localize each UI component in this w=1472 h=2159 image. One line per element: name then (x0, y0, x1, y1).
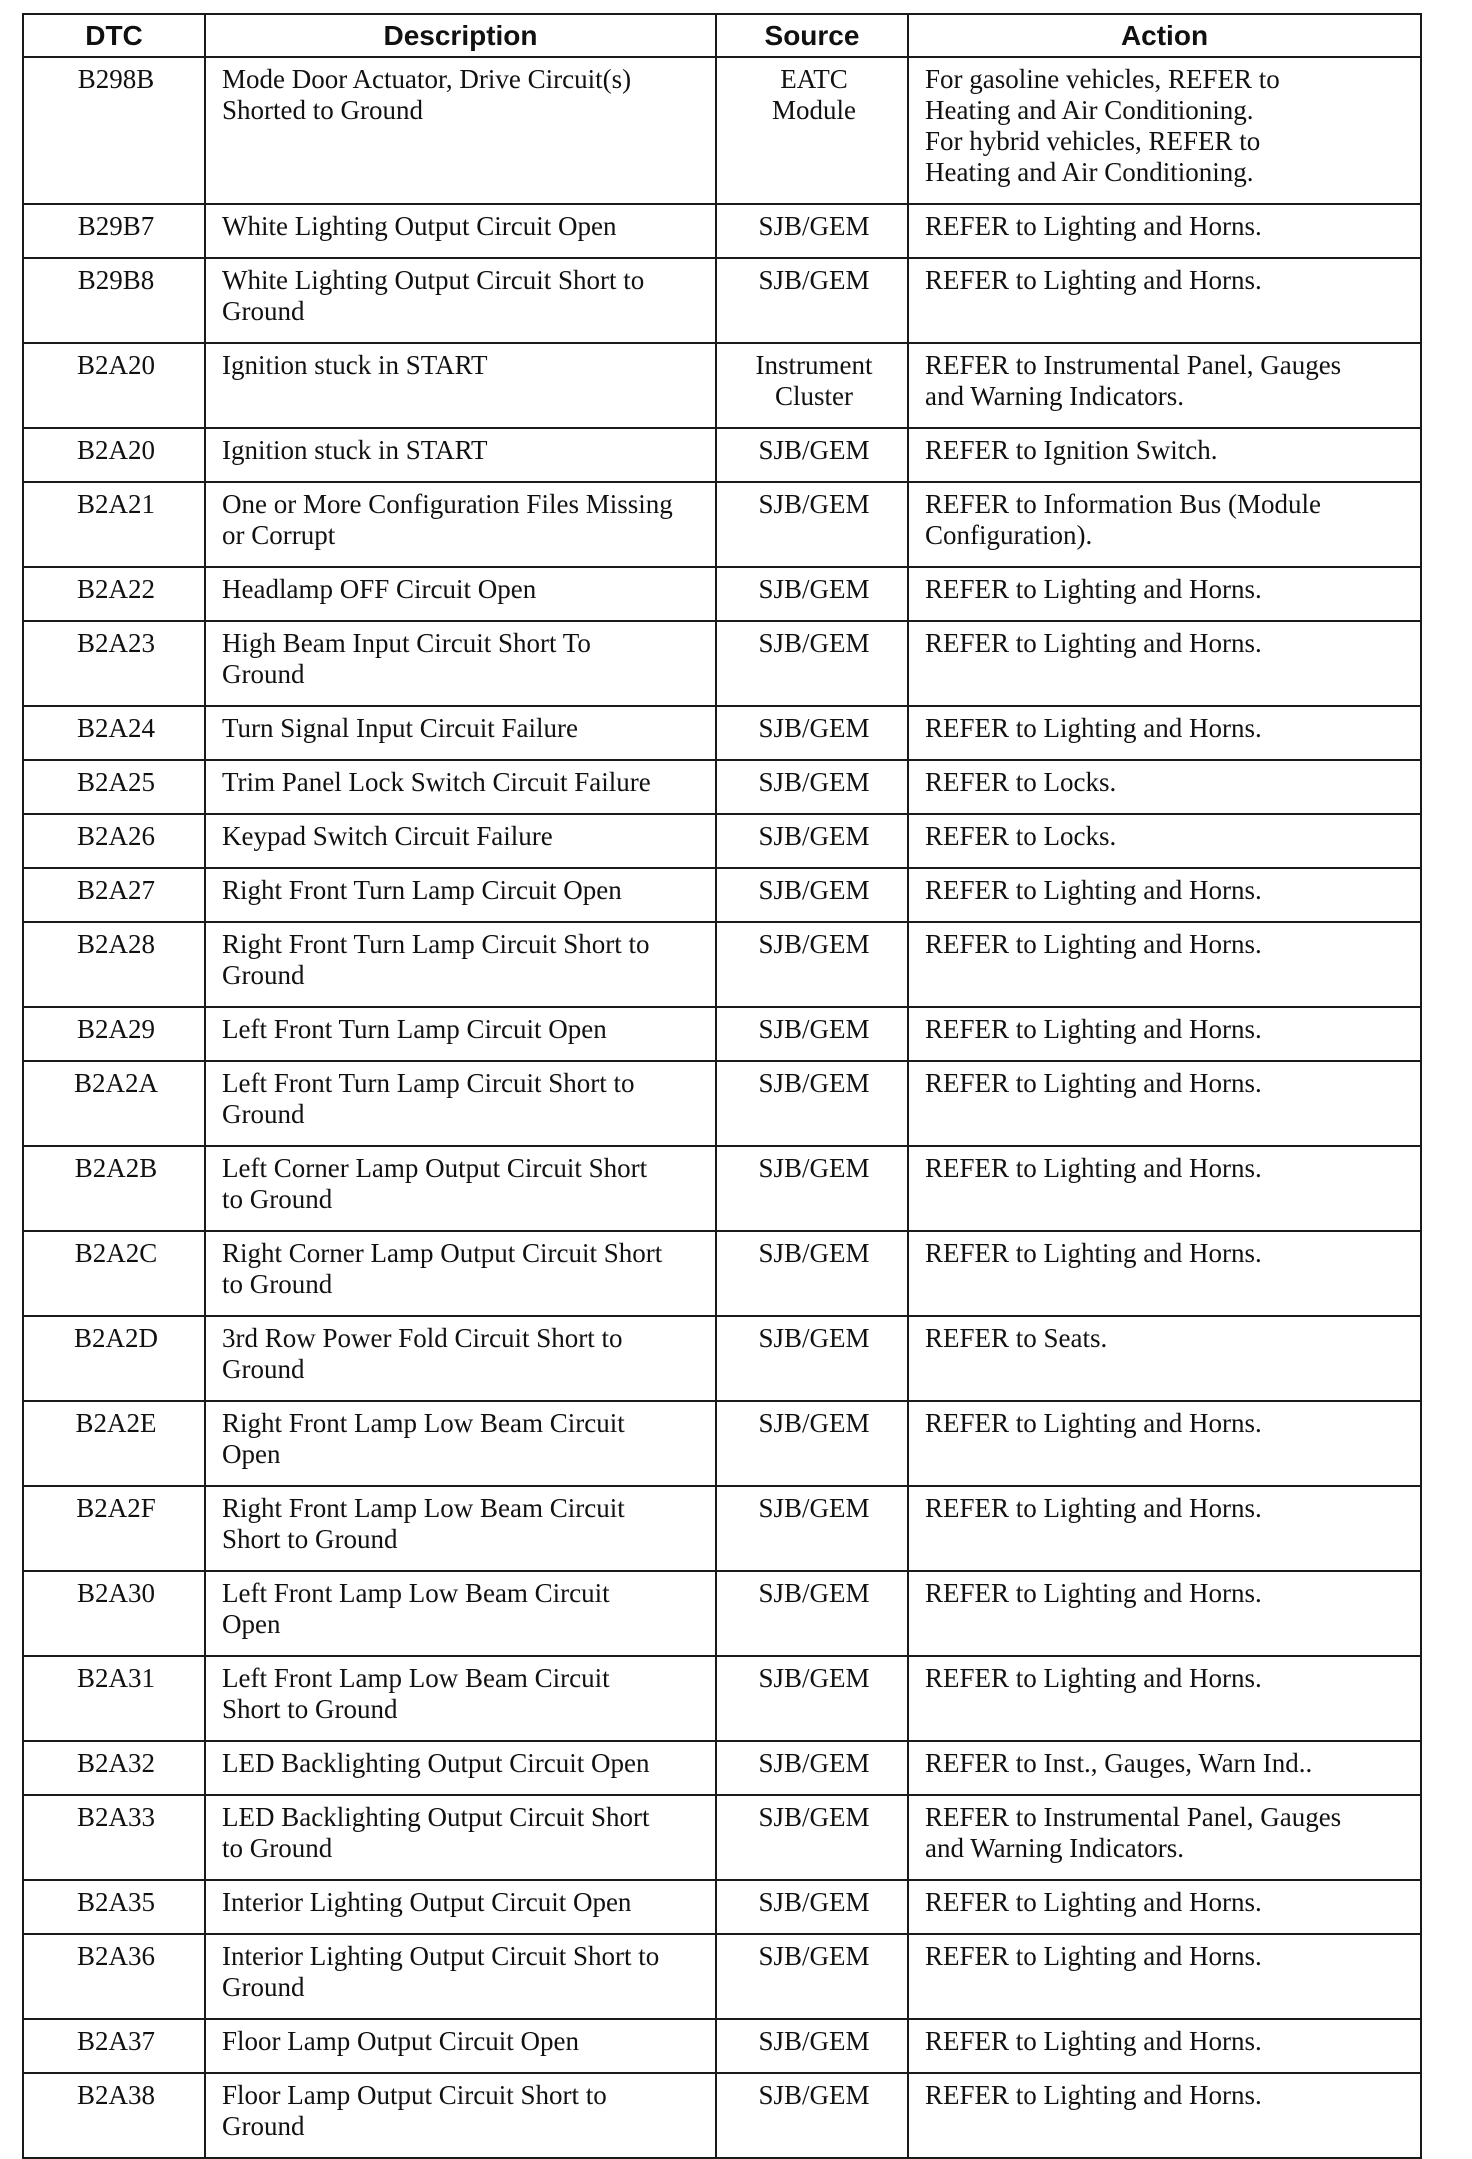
table-row (23, 1231, 1421, 1316)
cell-description: Floor Lamp Output Circuit Open (205, 2019, 716, 2073)
cell-dtc: B29B8 (23, 258, 205, 343)
cell-description: High Beam Input Circuit Short To Ground (205, 621, 716, 706)
cell-dtc: B2A37 (23, 2019, 205, 2073)
cell-description: Turn Signal Input Circuit Failure (205, 706, 716, 760)
cell-dtc: B2A32 (23, 1741, 205, 1795)
cell-dtc: B2A30 (23, 1571, 205, 1656)
cell-source: SJB/GEM (716, 482, 908, 567)
cell-description: One or More Configuration Files Missing or Corrupt (205, 482, 716, 567)
table-row (23, 204, 1421, 258)
cell-description: LED Backlighting Output Circuit Open (205, 1741, 716, 1795)
cell-source: SJB/GEM (716, 1571, 908, 1656)
table-row (23, 1795, 1421, 1880)
table-row (23, 1486, 1421, 1571)
dtc-table (22, 13, 1422, 2159)
table-row (23, 868, 1421, 922)
cell-action: REFER to Lighting and Horns. (908, 706, 1421, 760)
cell-action: REFER to Inst., Gauges, Warn Ind.. (908, 1741, 1421, 1795)
cell-action: REFER to Lighting and Horns. (908, 922, 1421, 1007)
cell-source: SJB/GEM (716, 204, 908, 258)
cell-source: SJB/GEM (716, 567, 908, 621)
cell-description: Ignition stuck in START (205, 343, 716, 428)
cell-description: White Lighting Output Circuit Open (205, 204, 716, 258)
cell-source: SJB/GEM (716, 1146, 908, 1231)
cell-dtc: B2A23 (23, 621, 205, 706)
table-row (23, 1656, 1421, 1741)
cell-source: EATC Module (716, 57, 908, 204)
cell-action: REFER to Lighting and Horns. (908, 1656, 1421, 1741)
table-row (23, 1880, 1421, 1934)
cell-dtc: B2A33 (23, 1795, 205, 1880)
table-row (23, 760, 1421, 814)
cell-description: Interior Lighting Output Circuit Short to Ground (205, 1934, 716, 2019)
table-row (23, 482, 1421, 567)
table-row (23, 922, 1421, 1007)
cell-source: SJB/GEM (716, 1880, 908, 1934)
cell-description: Right Corner Lamp Output Circuit Short to Ground (205, 1231, 716, 1316)
cell-source: SJB/GEM (716, 428, 908, 482)
table-row (23, 1007, 1421, 1061)
cell-source: SJB/GEM (716, 1741, 908, 1795)
cell-dtc: B2A35 (23, 1880, 205, 1934)
table-row (23, 814, 1421, 868)
cell-action: REFER to Lighting and Horns. (908, 1007, 1421, 1061)
header-description: Description (205, 14, 716, 57)
table-row (23, 1316, 1421, 1401)
cell-description: Ignition stuck in START (205, 428, 716, 482)
cell-source: SJB/GEM (716, 1795, 908, 1880)
cell-source: SJB/GEM (716, 1486, 908, 1571)
cell-dtc: B2A31 (23, 1656, 205, 1741)
cell-dtc: B2A24 (23, 706, 205, 760)
header-dtc: DTC (23, 14, 205, 57)
cell-source: Instrument Cluster (716, 343, 908, 428)
cell-source: SJB/GEM (716, 1061, 908, 1146)
table-row (23, 621, 1421, 706)
cell-dtc: B2A20 (23, 343, 205, 428)
cell-action: REFER to Locks. (908, 814, 1421, 868)
header-source: Source (716, 14, 908, 57)
table-row (23, 428, 1421, 482)
cell-dtc: B2A28 (23, 922, 205, 1007)
cell-description: White Lighting Output Circuit Short to Ground (205, 258, 716, 343)
cell-dtc: B2A2C (23, 1231, 205, 1316)
cell-action: REFER to Ignition Switch. (908, 428, 1421, 482)
cell-description: Mode Door Actuator, Drive Circuit(s) Shorted to Ground (205, 57, 716, 204)
cell-dtc: B29B7 (23, 204, 205, 258)
cell-dtc: B2A29 (23, 1007, 205, 1061)
cell-description: Right Front Turn Lamp Circuit Open (205, 868, 716, 922)
table-row (23, 1571, 1421, 1656)
cell-dtc: B2A38 (23, 2073, 205, 2158)
cell-dtc: B2A22 (23, 567, 205, 621)
cell-source: SJB/GEM (716, 868, 908, 922)
cell-source: SJB/GEM (716, 760, 908, 814)
cell-dtc: B2A25 (23, 760, 205, 814)
table-row (23, 1401, 1421, 1486)
header-action: Action (908, 14, 1421, 57)
cell-description: 3rd Row Power Fold Circuit Short to Ground (205, 1316, 716, 1401)
cell-action: REFER to Seats. (908, 1316, 1421, 1401)
cell-action: For gasoline vehicles, REFER to Heating and Air Conditioning. For hybrid vehicles, REFER to Heating and Air Conditioning. (908, 57, 1421, 204)
cell-source: SJB/GEM (716, 1231, 908, 1316)
cell-source: SJB/GEM (716, 258, 908, 343)
cell-action: REFER to Information Bus (Module Configuration). (908, 482, 1421, 567)
cell-description: Right Front Lamp Low Beam Circuit Short to Ground (205, 1486, 716, 1571)
cell-action: REFER to Instrumental Panel, Gauges and Warning Indicators. (908, 1795, 1421, 1880)
cell-description: Left Corner Lamp Output Circuit Short to Ground (205, 1146, 716, 1231)
table-row (23, 1934, 1421, 2019)
table-row (23, 343, 1421, 428)
cell-action: REFER to Lighting and Horns. (908, 621, 1421, 706)
table-row (23, 2019, 1421, 2073)
cell-description: Headlamp OFF Circuit Open (205, 567, 716, 621)
cell-dtc: B2A27 (23, 868, 205, 922)
cell-description: Right Front Lamp Low Beam Circuit Open (205, 1401, 716, 1486)
cell-dtc: B2A2F (23, 1486, 205, 1571)
cell-description: Left Front Lamp Low Beam Circuit Open (205, 1571, 716, 1656)
cell-action: REFER to Lighting and Horns. (908, 868, 1421, 922)
cell-dtc: B2A2D (23, 1316, 205, 1401)
cell-action: REFER to Lighting and Horns. (908, 1934, 1421, 2019)
cell-description: Left Front Lamp Low Beam Circuit Short to Ground (205, 1656, 716, 1741)
table-row (23, 1741, 1421, 1795)
cell-source: SJB/GEM (716, 706, 908, 760)
cell-source: SJB/GEM (716, 621, 908, 706)
cell-description: Left Front Turn Lamp Circuit Short to Ground (205, 1061, 716, 1146)
cell-action: REFER to Lighting and Horns. (908, 1401, 1421, 1486)
table-row (23, 57, 1421, 204)
cell-source: SJB/GEM (716, 2073, 908, 2158)
cell-source: SJB/GEM (716, 1401, 908, 1486)
cell-source: SJB/GEM (716, 922, 908, 1007)
cell-dtc: B298B (23, 57, 205, 204)
cell-action: REFER to Lighting and Horns. (908, 1146, 1421, 1231)
cell-dtc: B2A20 (23, 428, 205, 482)
cell-action: REFER to Lighting and Horns. (908, 204, 1421, 258)
cell-description: Right Front Turn Lamp Circuit Short to Ground (205, 922, 716, 1007)
cell-dtc: B2A36 (23, 1934, 205, 2019)
table-header-row (23, 14, 1421, 57)
cell-source: SJB/GEM (716, 1007, 908, 1061)
cell-action: REFER to Lighting and Horns. (908, 1061, 1421, 1146)
table-row (23, 567, 1421, 621)
cell-action: REFER to Locks. (908, 760, 1421, 814)
cell-source: SJB/GEM (716, 814, 908, 868)
cell-source: SJB/GEM (716, 1656, 908, 1741)
cell-source: SJB/GEM (716, 1934, 908, 2019)
table-row (23, 2073, 1421, 2158)
cell-action: REFER to Lighting and Horns. (908, 2019, 1421, 2073)
cell-action: REFER to Lighting and Horns. (908, 1880, 1421, 1934)
cell-action: REFER to Lighting and Horns. (908, 1486, 1421, 1571)
cell-description: Left Front Turn Lamp Circuit Open (205, 1007, 716, 1061)
table-row (23, 1146, 1421, 1231)
cell-action: REFER to Instrumental Panel, Gauges and Warning Indicators. (908, 343, 1421, 428)
cell-description: Trim Panel Lock Switch Circuit Failure (205, 760, 716, 814)
cell-description: Floor Lamp Output Circuit Short to Ground (205, 2073, 716, 2158)
cell-dtc: B2A2A (23, 1061, 205, 1146)
table-row (23, 258, 1421, 343)
table-row (23, 1061, 1421, 1146)
cell-description: Keypad Switch Circuit Failure (205, 814, 716, 868)
table-row (23, 706, 1421, 760)
cell-action: REFER to Lighting and Horns. (908, 2073, 1421, 2158)
cell-source: SJB/GEM (716, 2019, 908, 2073)
cell-dtc: B2A2B (23, 1146, 205, 1231)
cell-description: LED Backlighting Output Circuit Short to Ground (205, 1795, 716, 1880)
cell-description: Interior Lighting Output Circuit Open (205, 1880, 716, 1934)
cell-action: REFER to Lighting and Horns. (908, 1571, 1421, 1656)
cell-dtc: B2A26 (23, 814, 205, 868)
cell-dtc: B2A21 (23, 482, 205, 567)
cell-dtc: B2A2E (23, 1401, 205, 1486)
cell-action: REFER to Lighting and Horns. (908, 567, 1421, 621)
cell-action: REFER to Lighting and Horns. (908, 258, 1421, 343)
cell-source: SJB/GEM (716, 1316, 908, 1401)
cell-action: REFER to Lighting and Horns. (908, 1231, 1421, 1316)
